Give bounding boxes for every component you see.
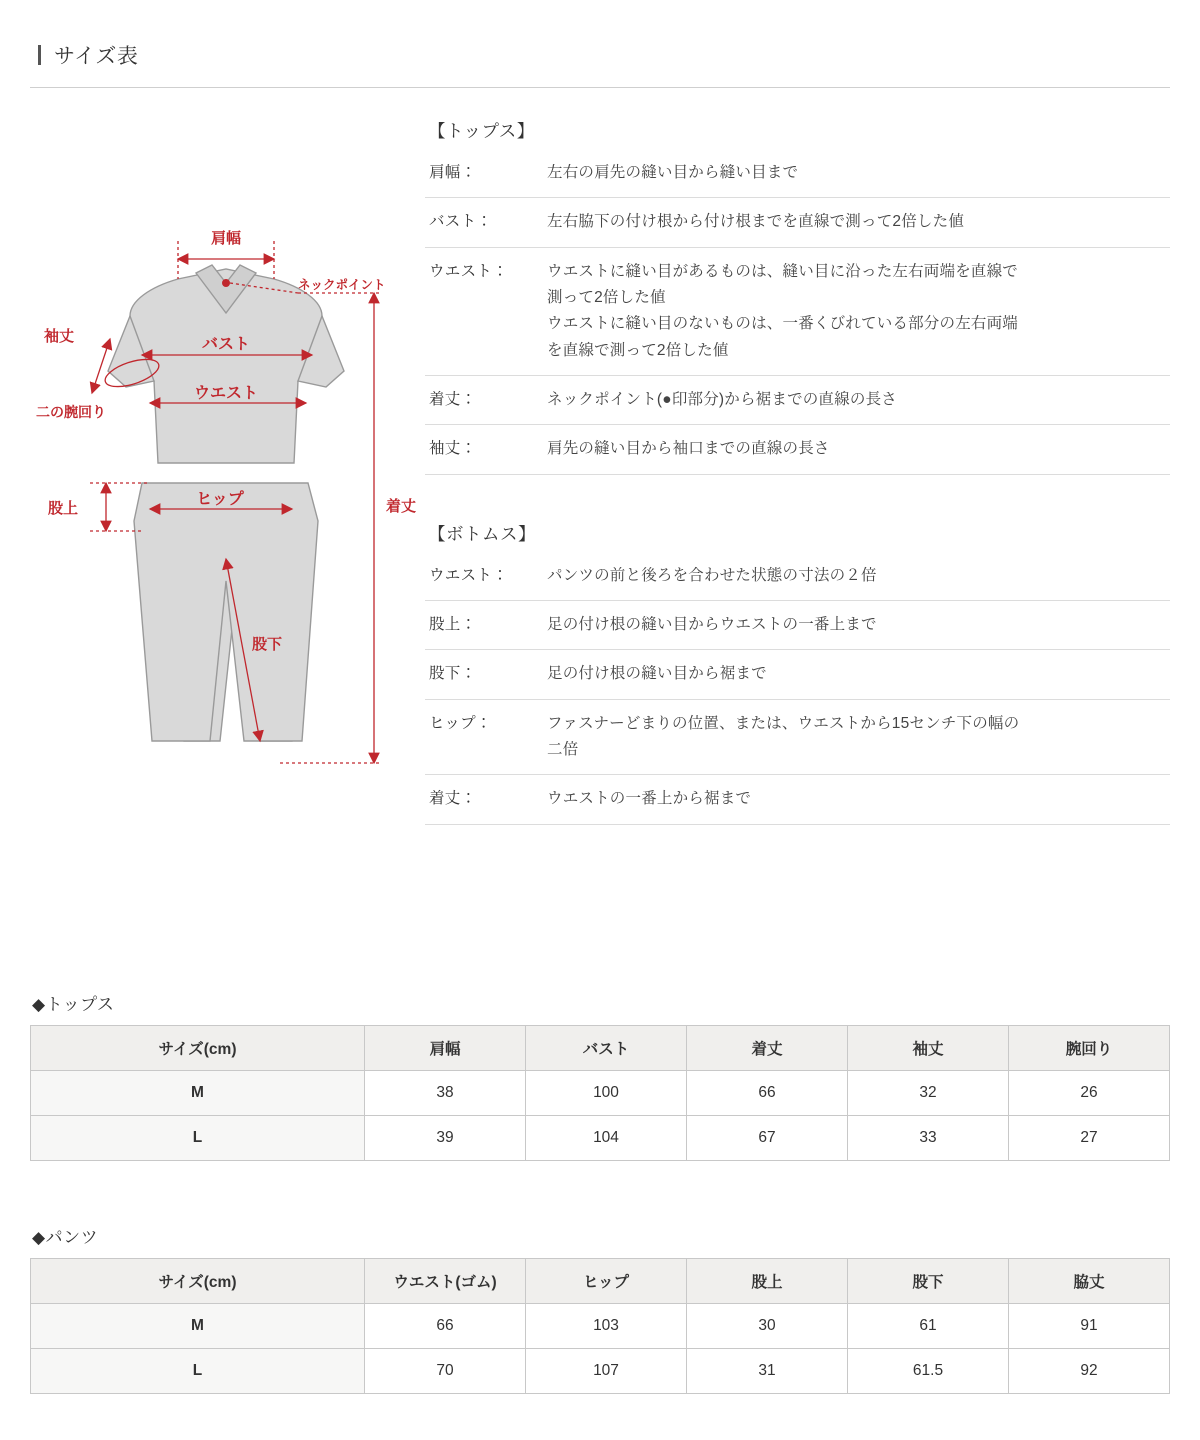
def-desc-line: ウエストの一番上から裾まで [547, 790, 752, 808]
main-area [0, 106, 1200, 961]
cell-value: 27 [1009, 1116, 1170, 1161]
def-desc [547, 563, 1166, 589]
def-desc-line: ネックポイント(●印部分)から裾までの直線の長さ [547, 391, 897, 409]
tops-table-block [0, 990, 1200, 1161]
def-desc-line: ファスナーどまりの位置、または、ウエストから15センチ下の幅の [547, 714, 1020, 732]
cell-value: 61.5 [848, 1349, 1009, 1394]
cell-size: M [31, 1304, 365, 1349]
def-term: 股上： [429, 616, 477, 634]
col-header: ヒップ [526, 1259, 687, 1304]
cell-size: L [31, 1116, 365, 1161]
def-desc [547, 436, 1166, 462]
table-row [31, 1349, 1170, 1394]
cell-value: 38 [365, 1071, 526, 1116]
label-hip: ヒップ [196, 491, 244, 508]
def-term: 袖丈： [429, 440, 477, 458]
cell-value: 92 [1009, 1349, 1170, 1394]
def-desc-line: 二倍 [547, 741, 579, 759]
bottoms-section-title: 【ボトムス】 [428, 523, 536, 544]
label-inseam: 股下 [252, 636, 283, 653]
cell-value: 100 [526, 1071, 687, 1116]
size-tables [0, 990, 1200, 1394]
def-desc [547, 387, 1166, 413]
col-header: 肩幅 [365, 1026, 526, 1071]
label-shoulder: 肩幅 [210, 230, 242, 247]
cell-size: M [31, 1071, 365, 1116]
cell-value: 61 [848, 1304, 1009, 1349]
def-desc [547, 711, 1166, 764]
col-header: 袖丈 [848, 1026, 1009, 1071]
pants-size-table [30, 1258, 1170, 1394]
def-desc-line: 測って2倍した値 [547, 289, 666, 307]
def-term: 股下： [429, 665, 477, 683]
def-row-bottoms-waist [425, 552, 1170, 601]
cell-value: 107 [526, 1349, 687, 1394]
cell-value: 33 [848, 1116, 1009, 1161]
label-upperarm: 二の腕回り [36, 404, 106, 420]
col-header: サイズ(cm) [31, 1259, 365, 1304]
tops-table-caption: ◆トップス [32, 995, 115, 1014]
page-title [38, 40, 1200, 70]
def-desc-line: パンツの前と後ろを合わせた状態の寸法の２倍 [547, 566, 877, 584]
def-row-bottoms-inseam [425, 650, 1170, 699]
tops-size-table [30, 1025, 1170, 1161]
def-desc [547, 160, 1166, 186]
table-row [31, 1071, 1170, 1116]
def-desc-line: を直線で測って2倍した値 [547, 341, 729, 359]
def-term: 肩幅： [429, 164, 477, 181]
title-accent-bar [38, 45, 41, 65]
def-desc [547, 209, 1166, 235]
cell-value: 30 [687, 1304, 848, 1349]
cell-value: 104 [526, 1116, 687, 1161]
def-term: 着丈： [429, 391, 477, 409]
label-length: 着丈 [386, 498, 417, 515]
label-rise: 股上 [48, 500, 79, 517]
cell-value: 67 [687, 1116, 848, 1161]
def-desc [547, 661, 1166, 687]
col-header: 着丈 [687, 1026, 848, 1071]
def-term: ウエスト： [429, 262, 509, 280]
def-row-tops-length [425, 376, 1170, 425]
label-neckpoint: ネックポイント [298, 278, 386, 292]
cell-value: 31 [687, 1349, 848, 1394]
page-header [0, 0, 1200, 70]
def-desc-line: 足の付け根の縫い目から裾まで [547, 665, 767, 683]
def-row-tops-bust [425, 198, 1170, 247]
def-desc [547, 612, 1166, 638]
def-row-bottoms-length [425, 775, 1170, 824]
cell-value: 103 [526, 1304, 687, 1349]
label-bust: バスト [201, 336, 251, 353]
cell-value: 91 [1009, 1304, 1170, 1349]
def-term: 着丈： [429, 790, 477, 808]
def-desc-line: 肩先の縫い目から袖口までの直線の長さ [547, 440, 830, 458]
cell-value: 70 [365, 1349, 526, 1394]
col-header: 脇丈 [1009, 1259, 1170, 1304]
col-header: サイズ(cm) [31, 1026, 365, 1071]
col-header: ウエスト(ゴム) [365, 1259, 526, 1304]
col-header: 股下 [848, 1259, 1009, 1304]
def-desc-line: 左右の肩先の縫い目から縫い目まで [547, 164, 799, 181]
page-title-text: サイズ表 [54, 45, 139, 68]
def-term: バスト： [429, 213, 493, 231]
def-term: ヒップ： [429, 714, 492, 732]
def-row-tops-shoulder [425, 149, 1170, 198]
table-header-row [31, 1026, 1170, 1071]
def-term: ウエスト： [429, 566, 509, 584]
pants-table-caption: ◆パンツ [32, 1228, 99, 1247]
title-divider [30, 87, 1170, 88]
label-sleeve: 袖丈 [44, 328, 75, 345]
tops-section-title: 【トップス】 [428, 121, 535, 141]
col-header: 腕回り [1009, 1026, 1170, 1071]
table-row [31, 1116, 1170, 1161]
def-row-tops-waist [425, 248, 1170, 376]
def-desc-line: 足の付け根の縫い目からウエストの一番上まで [547, 616, 877, 634]
def-desc [547, 259, 1166, 364]
label-waist: ウエスト [193, 385, 259, 402]
table-row [31, 1304, 1170, 1349]
def-row-tops-sleeve [425, 425, 1170, 474]
col-header: 股上 [687, 1259, 848, 1304]
cell-value: 32 [848, 1071, 1009, 1116]
cell-value: 66 [687, 1071, 848, 1116]
pants-table-block [0, 1223, 1200, 1394]
cell-value: 26 [1009, 1071, 1170, 1116]
def-desc [547, 786, 1166, 812]
def-desc-line: 左右脇下の付け根から付け根までを直線で測って2倍した値 [547, 213, 965, 231]
col-header: バスト [526, 1026, 687, 1071]
cell-value: 66 [365, 1304, 526, 1349]
def-row-bottoms-hip [425, 700, 1170, 776]
section-gap [425, 475, 1170, 521]
cell-size: L [31, 1349, 365, 1394]
table-gap [0, 1161, 1200, 1223]
def-desc-line: ウエストに縫い目のないものは、一番くびれている部分の左右両端 [547, 315, 1019, 333]
measurement-illustration [30, 221, 430, 961]
table-header-row [31, 1259, 1170, 1304]
def-desc-line: ウエストに縫い目があるものは、縫い目に沿った左右両端を直線で [547, 262, 1019, 280]
definitions-panel [425, 118, 1170, 825]
cell-value: 39 [365, 1116, 526, 1161]
def-row-bottoms-rise [425, 601, 1170, 650]
